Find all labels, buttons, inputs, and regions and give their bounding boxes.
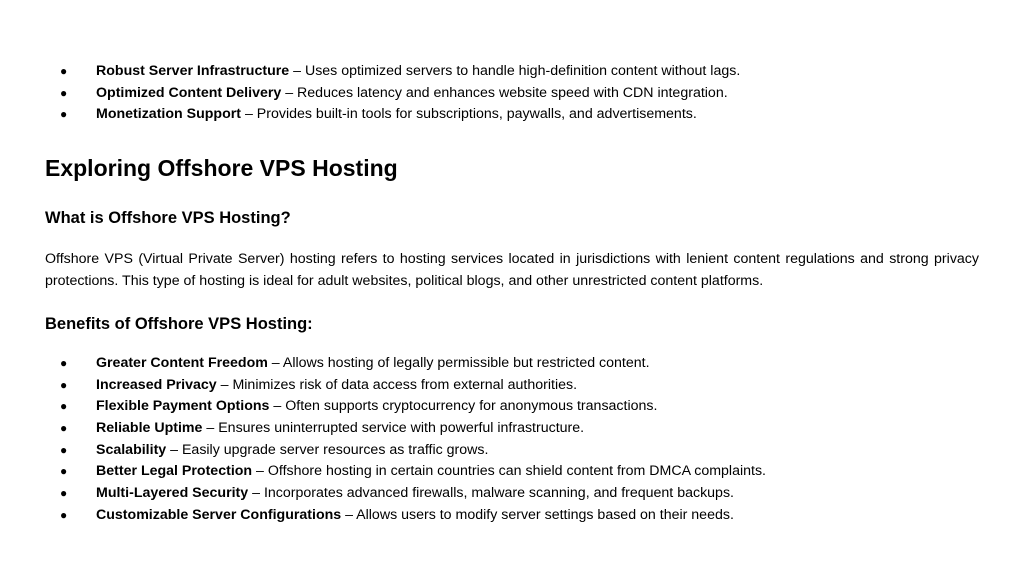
section-title: Exploring Offshore VPS Hosting bbox=[45, 155, 398, 181]
list-item-term: Better Legal Protection bbox=[96, 463, 253, 480]
list-item-text bbox=[96, 61, 740, 83]
list-item-term: Monetization Support bbox=[96, 106, 242, 123]
bullet-icon: ● bbox=[60, 442, 68, 457]
bullet-icon: ● bbox=[60, 464, 68, 479]
list-item-text bbox=[96, 418, 584, 440]
list-item bbox=[0, 461, 1024, 483]
what-paragraph: Offshore VPS (Virtual Private Server) hosting refers to hosting services located in jurisdictions with lenient content regulations and strong privacy protections. This type of hosting is ideal for adult websites, political blogs, and other unrestricted content platforms. bbox=[45, 251, 979, 289]
list-item-desc: – Offshore hosting in certain countries can shield content from DMCA complaints. bbox=[252, 463, 766, 480]
list-item-text bbox=[96, 505, 734, 527]
bullet-icon: ● bbox=[60, 399, 68, 414]
list-item-text bbox=[96, 483, 734, 505]
bullet-icon: ● bbox=[60, 377, 68, 392]
list-item-desc: – Easily upgrade server resources as traffic grows. bbox=[166, 441, 489, 458]
list-item bbox=[0, 353, 1024, 375]
bullet-icon: ● bbox=[60, 507, 68, 522]
bullet-icon: ● bbox=[60, 486, 68, 501]
list-item-text bbox=[96, 104, 697, 126]
list-item-text bbox=[96, 461, 766, 483]
list-item-term: Optimized Content Delivery bbox=[96, 84, 282, 101]
bullet-icon: ● bbox=[60, 356, 68, 370]
list-item-desc: – Ensures uninterrupted service with powerful infrastructure. bbox=[202, 420, 585, 437]
list-item-text bbox=[96, 396, 657, 418]
list-item-desc: – Often supports cryptocurrency for anonymous transactions. bbox=[269, 398, 658, 415]
list-item bbox=[0, 418, 1024, 440]
list-item bbox=[0, 440, 1024, 462]
list-item-term: Customizable Server Configurations bbox=[96, 506, 342, 523]
list-item bbox=[0, 396, 1024, 418]
bullet-icon: ● bbox=[60, 421, 68, 436]
benefits-list bbox=[0, 353, 1024, 527]
list-item bbox=[0, 483, 1024, 505]
list-item bbox=[0, 61, 1024, 83]
list-item-text bbox=[96, 353, 650, 375]
list-item-text bbox=[96, 83, 728, 105]
list-item-term: Scalability bbox=[96, 441, 167, 458]
list-item-text bbox=[96, 375, 577, 397]
bullet-icon: ● bbox=[60, 85, 68, 100]
list-item-text bbox=[96, 440, 488, 462]
list-item-desc: – Allows hosting of legally permissible but restricted content. bbox=[267, 355, 650, 371]
list-item bbox=[0, 104, 1024, 126]
bullet-icon: ● bbox=[60, 64, 68, 78]
what-heading: What is Offshore VPS Hosting? bbox=[45, 209, 291, 227]
list-item-term: Reliable Uptime bbox=[96, 420, 203, 437]
list-item-desc: – Minimizes risk of data access from external authorities. bbox=[216, 376, 578, 393]
list-item bbox=[0, 83, 1024, 105]
list-item-term: Increased Privacy bbox=[96, 376, 217, 393]
list-item bbox=[0, 375, 1024, 397]
list-item-desc: – Provides built-in tools for subscriptions, paywalls, and advertisements. bbox=[241, 106, 697, 123]
list-item-term: Multi-Layered Security bbox=[96, 485, 249, 502]
list-item-desc: – Allows users to modify server settings based on their needs. bbox=[341, 506, 734, 523]
benefits-heading: Benefits of Offshore VPS Hosting: bbox=[45, 315, 313, 333]
list-item-term: Greater Content Freedom bbox=[96, 355, 268, 371]
list-item-desc: – Incorporates advanced firewalls, malware scanning, and frequent backups. bbox=[248, 485, 734, 502]
list-item bbox=[0, 505, 1024, 527]
list-item-term: Flexible Payment Options bbox=[96, 398, 270, 415]
list-item-desc: – Uses optimized servers to handle high-definition content without lags. bbox=[289, 63, 741, 79]
feature-list bbox=[0, 61, 1024, 126]
list-item-desc: – Reduces latency and enhances website speed with CDN integration. bbox=[281, 84, 728, 101]
list-item-term: Robust Server Infrastructure bbox=[96, 63, 290, 79]
bullet-icon: ● bbox=[60, 107, 68, 122]
